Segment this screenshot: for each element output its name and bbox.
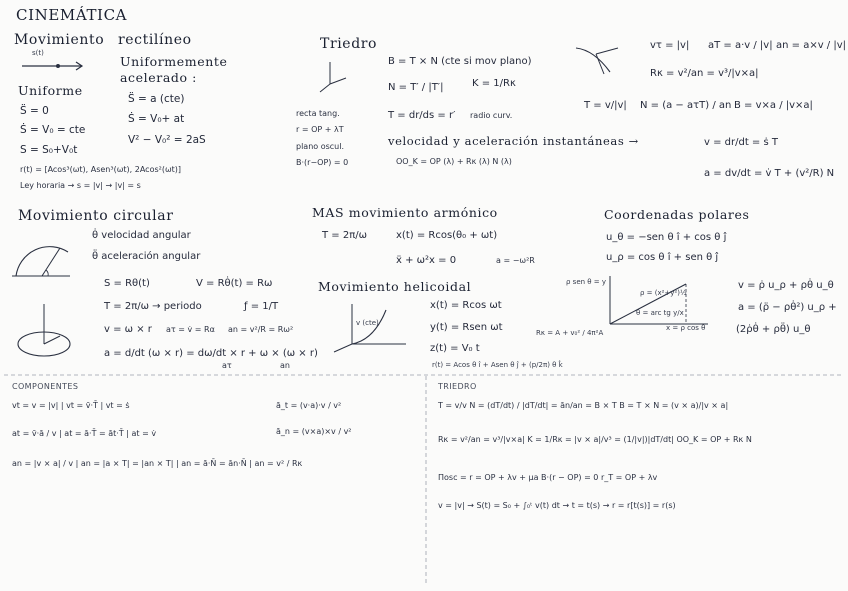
u-eq-1: S̈ = 0 xyxy=(20,105,49,117)
triedro-eq-1: B = T × N (cte si mov plano) xyxy=(388,56,532,67)
mas-eq-3: ẍ + ω²x = 0 xyxy=(396,255,457,266)
tr-eq-4: Rκ = v²/an = v³/|v×a| xyxy=(650,68,759,79)
circ-an: an xyxy=(280,361,290,370)
ua-heading-2: acelerado : xyxy=(120,70,197,85)
axes-icon xyxy=(316,60,356,100)
tri2-row-4: v = |v| → S(t) = S₀ + ∫₀ᵗ v(t) dt → t = t(s) → r = r[t(s)] = r(s) xyxy=(438,501,676,510)
circ-eq-1: S = Rθ(t) xyxy=(104,278,150,289)
triedro-eq-2: N = T′ / |T′| xyxy=(388,82,444,93)
tri2-row-3: Πosc = r = OP + λv + μa B·(r − OP) = 0 r_T = OP + λv xyxy=(438,473,658,482)
circ-heading: Movimiento circular xyxy=(18,208,174,224)
circ-eq-6: aτ = v̇ = Rα xyxy=(166,325,215,334)
helic-rk: Rκ = A + v₀² / 4π²A xyxy=(536,329,604,337)
polar-diagram-icon xyxy=(590,274,730,334)
triedro-eq-3: K = 1/Rκ xyxy=(472,78,516,89)
s-label: s(t) xyxy=(32,49,44,57)
helic-heading: Movimiento helicoidal xyxy=(318,279,472,294)
circ-eq-7: an = v²/R = Rω² xyxy=(228,325,294,334)
triedro2-heading: TRIEDRO xyxy=(438,382,477,391)
circ-eq-4: ƒ = 1/T xyxy=(244,301,279,312)
ley-horaria: Ley horaria → s = |v| → |v| = s xyxy=(20,181,141,190)
page-title: CINEMÁTICA xyxy=(16,6,128,24)
polar-diag-3: ρ = (x²+y²)½ xyxy=(640,289,687,297)
recta-tang: recta tang. xyxy=(296,109,340,118)
mas-heading: MAS movimiento armónico xyxy=(312,205,498,220)
polar-diag-2: x = ρ cos θ xyxy=(666,324,706,332)
helic-eq-1: x(t) = Rcos ωt xyxy=(430,300,502,311)
polar-eq-1: u_θ = −sen θ î + cos θ ĵ xyxy=(606,232,727,243)
vel-equation: v = dr/dt = ṡ T xyxy=(704,137,778,148)
mas-eq-1: T = 2π/ω xyxy=(322,230,367,241)
tr-eq-5: T = v/|v| xyxy=(584,100,627,111)
mas-eq-2: x(t) = Rcos(θ₀ + ωt) xyxy=(396,230,498,241)
vel-heading: velocidad y aceleración instantáneas → xyxy=(388,134,639,148)
ua-eq-3: V² − V₀² = 2aS xyxy=(128,134,206,146)
polar-eq-4: a = (ρ̈ − ρθ̇²) u_ρ + xyxy=(738,302,837,313)
helic-vcte: v (cte) xyxy=(356,319,379,327)
tr-eq-1: vτ = |v| xyxy=(650,40,690,51)
circ-line-1: θ̇ velocidad angular xyxy=(92,230,191,241)
polar-diag-1: ρ sen θ = y xyxy=(566,278,607,286)
recta-eq: r = OP + λT xyxy=(296,125,344,134)
tri2-row-1: T = v/v N = (dT/dt) / |dT/dt| = ān/an = B × T B = T × N = (v × a)/|v × a| xyxy=(438,401,729,410)
tr-eq-2: aT = a·v / |v| xyxy=(708,40,773,51)
tangent-diagram-icon xyxy=(574,40,624,84)
triedro-heading: Triedro xyxy=(320,36,378,52)
triedro-eq-4: T = dr/ds = r′ xyxy=(388,110,456,121)
tri2-row-2: Rκ = v²/an = v³/|v×a| K = 1/Rκ = |v × a|/v³ = (1/|v|)|dT/dt| OO_K = OP + Rκ N xyxy=(438,435,752,444)
rt-equation: r(t) = [Acos³(ωt), Asen³(ωt), 2Acos²(ωt)] xyxy=(20,165,182,174)
u-eq-3: S = S₀+V₀t xyxy=(20,144,78,156)
ua-heading-1: Uniformemente xyxy=(120,54,228,69)
circ-line-2: θ̈ aceleración angular xyxy=(92,251,201,262)
helic-rt: r(t) = Acos θ î + Asen θ ĵ + (p/2π) θ k̂ xyxy=(432,361,563,369)
oo-equation: OO_K = OP (λ) + Rκ (λ) N (λ) xyxy=(396,157,512,166)
trajectory-arrow-icon xyxy=(20,58,90,78)
mru-heading: Movimiento xyxy=(14,32,105,48)
acc-equation: a = dv/dt = v̇ T + (v²/R) N xyxy=(704,168,835,179)
rotation-diagram-icon xyxy=(14,300,74,362)
ua-eq-1: S̈ = a (cte) xyxy=(128,93,185,105)
rect-heading: rectilíneo xyxy=(118,32,192,48)
plano-oscul: plano oscul. xyxy=(296,142,345,151)
circ-atau: aτ xyxy=(222,361,232,370)
polar-diag-4: θ = arc tg y/x xyxy=(636,309,684,317)
circ-eq-3: T = 2π/ω → periodo xyxy=(104,301,202,312)
circ-eq-2: V = Rθ̇(t) = Rω xyxy=(196,278,273,289)
radio-curv: radio curv. xyxy=(470,111,513,120)
comp-row-3: an = |v × a| / v | an = |a × T| = |an × T| | an = ā·N̄ = ān·N̄ | an = v² / Rκ xyxy=(12,459,303,468)
comp-right-1: ā_t = (v·a)·v / v² xyxy=(276,401,342,410)
column-divider xyxy=(424,376,428,586)
circ-eq-5: v = ω × r xyxy=(104,324,152,335)
polar-eq-2: u_ρ = cos θ î + sen θ ĵ xyxy=(606,252,719,263)
ua-eq-2: Ṡ = V₀+ at xyxy=(128,113,185,125)
polar-eq-5: (2ρ̇θ̇ + ρθ̈) u_θ xyxy=(736,324,811,335)
mas-eq-4: a = −ω²R xyxy=(496,256,535,265)
tr-eq-7: B = v×a / |v×a| xyxy=(734,100,813,111)
comp-row-1: vt = v = |v| | vt = v̄·T̄ | vt = ṡ xyxy=(12,401,130,410)
polar-eq-3: v = ρ̇ u_ρ + ρθ̇ u_θ xyxy=(738,280,834,291)
polar-heading: Coordenadas polares xyxy=(604,207,750,222)
tr-eq-3: an = a×v / |v| xyxy=(776,40,847,51)
uniforme-heading: Uniforme xyxy=(18,83,83,98)
tr-eq-6: N = (a − aτT) / an xyxy=(640,100,732,111)
componentes-heading: COMPONENTES xyxy=(12,382,79,391)
helic-eq-2: y(t) = Rsen ωt xyxy=(430,322,503,333)
comp-row-2: at = v̄·ā / v | at = ā·T̄ = āt·T̄ | at = v̇ xyxy=(12,429,157,438)
helic-eq-3: z(t) = V₀ t xyxy=(430,343,480,354)
plano-eq: B·(r−OP) = 0 xyxy=(296,158,349,167)
comp-right-2: ā_n = (v×a)×v / v² xyxy=(276,427,352,436)
circular-diagram-icon xyxy=(12,236,72,286)
circ-acc-eq: a = d/dt (ω × r) = dω/dt × r + ω × (ω × r) xyxy=(104,348,318,359)
u-eq-2: Ṡ = V₀ = cte xyxy=(20,124,86,136)
